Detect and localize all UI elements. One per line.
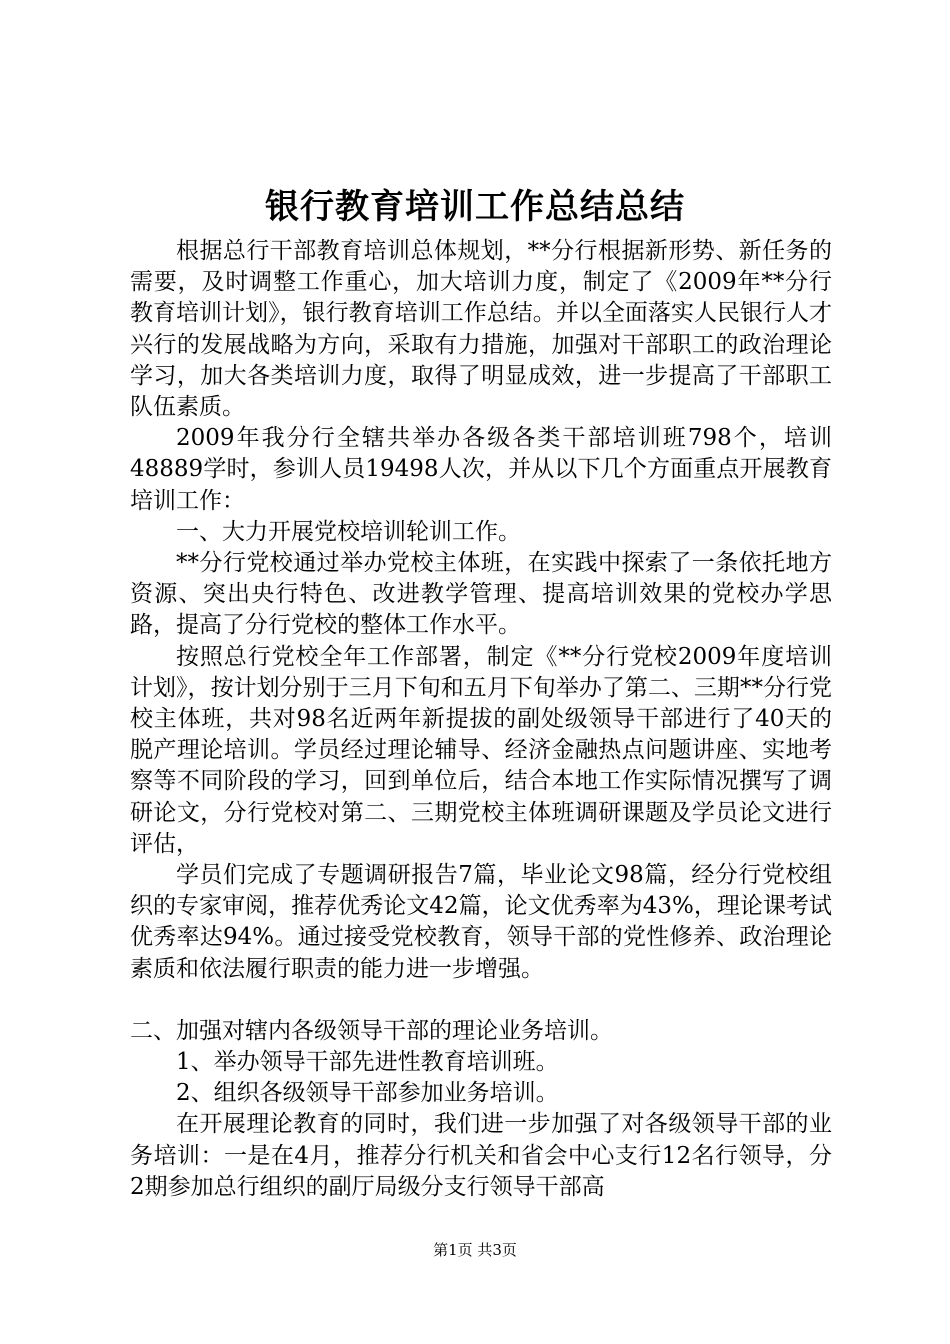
document-title: 银行教育培训工作总结总结 [265, 187, 685, 227]
subheading-2: 2、组织各级领导干部参加业务培训。 [176, 1080, 559, 1107]
paragraph-results: 学员们完成了专题调研报告7篇，毕业论文98篇，经分行党校组织的专家审阅，推荐优秀论文42篇，论文优秀率为43%，理论课考试优秀率达94%。通过接受党校教育，领导干部的党性修养、政治理论素质和依法履行职责的能力进一步增强。 [130, 862, 832, 982]
subheading-1: 1、举办领导干部先进性教育培训班。 [176, 1049, 559, 1076]
document-body [130, 236, 832, 1203]
paragraph-business-training: 在开展理论教育的同时，我们进一步加强了对各级领导干部的业务培训：一是在4月，推荐分行机关和省会中心支行12名行领导，分2期参加总行组织的副厅局级分支行领导干部高 [130, 1111, 832, 1200]
paragraph-party-school: **分行党校通过举办党校主体班，在实践中探索了一条依托地方资源、突出央行特色、改进教学管理、提高培训效果的党校办学思路，提高了分行党校的整体工作水平。 [130, 550, 832, 639]
heading-section-2: 二、加强对辖内各级领导干部的理论业务培训。 [130, 1017, 613, 1044]
paragraph-overview: 2009年我分行全辖共举办各级各类干部培训班798个，培训48889学时，参训人员19498人次，并从以下几个方面重点开展教育培训工作： [130, 425, 832, 514]
paragraph-training-plan: 按照总行党校全年工作部署，制定《**分行党校2009年度培训计划》，按计划分别于三月下旬和五月下旬举办了第二、三期**分行党校主体班，共对98名近两年新提拔的副处级领导干部进行了40天的脱产理论培训。学员经过理论辅导、经济金融热点问题讲座、实地考察等不同阶段的学习，回到单位后，结合本地工作实际情况撰写了调研论文，分行党校对第二、三期党校主体班调研课题及学员论文进行评估， [130, 643, 832, 857]
heading-section-1: 一、大力开展党校培训轮训工作。 [176, 518, 521, 545]
page-number: 第1页 共3页 [433, 1241, 517, 1259]
paragraph-intro: 根据总行干部教育培训总体规划，**分行根据新形势、新任务的需要，及时调整工作重心，加大培训力度，制定了《2009年**分行教育培训计划》，银行教育培训工作总结。并以全面落实人民银行人才兴行的发展战略为方向，采取有力措施，加强对干部职工的政治理论学习，加大各类培训力度，取得了明显成效，进一步提高了干部职工队伍素质。 [130, 238, 832, 421]
